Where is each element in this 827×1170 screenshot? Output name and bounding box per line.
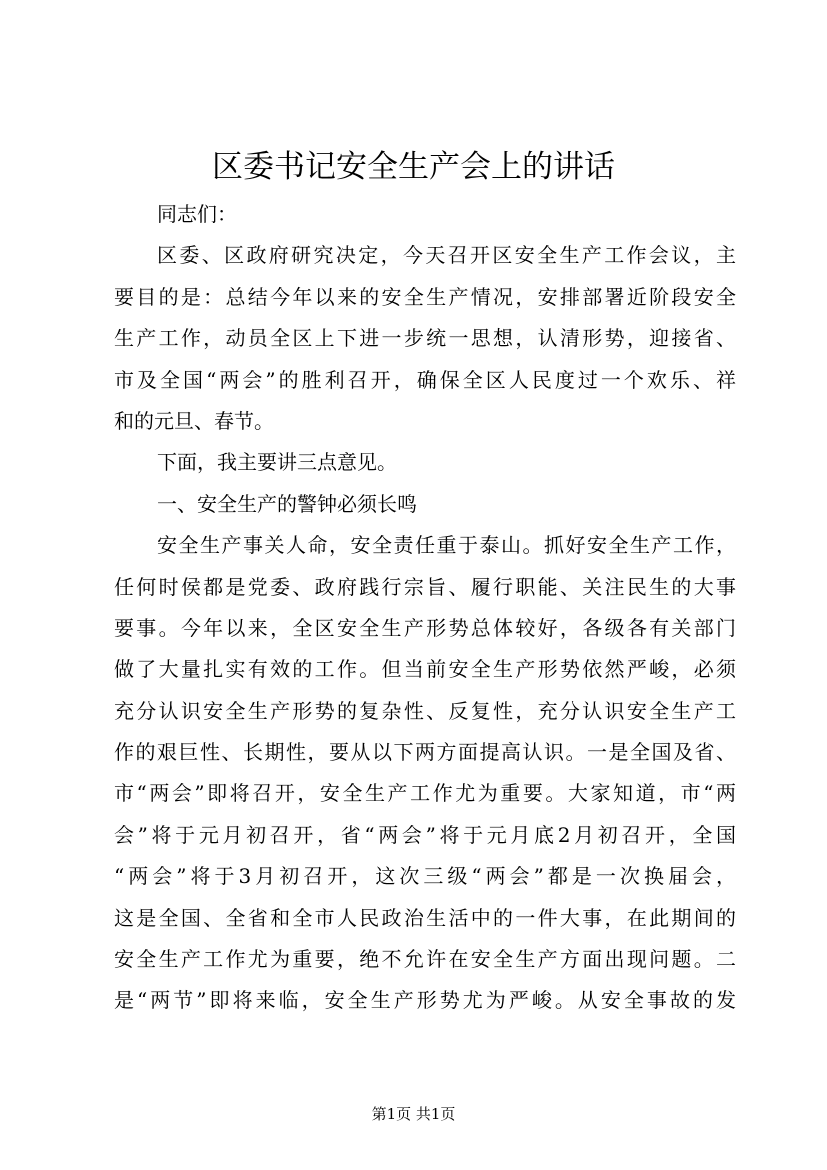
paragraph-line: 要事。今年以来，全区安全生产形势总体较好，各级各有关部门 bbox=[114, 615, 736, 640]
paragraph-line: 这是全国、全省和全市人民政治生活中的一件大事，在此期间的 bbox=[114, 905, 736, 930]
paragraph-line: 市“两会”即将召开，安全生产工作尤为重要。大家知道，市“两 bbox=[114, 781, 736, 806]
paragraph-line: 安全生产事关人命，安全责任重于泰山。抓好安全生产工作， bbox=[157, 533, 736, 558]
paragraph-line: 做了大量扎实有效的工作。但当前安全生产形势依然严峻，必须 bbox=[114, 657, 736, 682]
paragraph-line: 作的艰巨性、长期性，要从以下两方面提高认识。一是全国及省、 bbox=[114, 740, 736, 765]
page-footer: 第1页 共1页 bbox=[371, 1105, 456, 1123]
paragraph-line: “两会”将于3月初召开，这次三级“两会”都是一次换届会， bbox=[114, 864, 736, 889]
paragraph-line: 区委、区政府研究决定，今天召开区安全生产工作会议，主 bbox=[157, 243, 736, 268]
paragraph-line: 任何时侯都是党委、政府践行宗旨、履行职能、关注民生的大事 bbox=[114, 574, 736, 599]
paragraph-line: 下面，我主要讲三点意见。 bbox=[157, 450, 397, 475]
section-heading: 一、安全生产的警钟必须长鸣 bbox=[157, 491, 417, 516]
paragraph-line: 安全生产工作尤为重要，绝不允许在安全生产方面出现问题。二 bbox=[114, 947, 736, 972]
paragraph-line: 生产工作，动员全区上下进一步统一思想，认清形势，迎接省、 bbox=[114, 326, 736, 351]
document-body bbox=[114, 194, 736, 1022]
paragraph-line: 和的元旦、春节。 bbox=[114, 408, 274, 433]
paragraph-line: 是“两节”即将来临，安全生产形势尤为严峻。从安全事故的发 bbox=[114, 988, 736, 1013]
paragraph-line: 会”将于元月初召开，省“两会”将于元月底2月初召开，全国 bbox=[114, 822, 736, 847]
salutation: 同志们： bbox=[157, 202, 237, 226]
paragraph-line: 充分认识安全生产形势的复杂性、反复性，充分认识安全生产工 bbox=[114, 698, 736, 723]
paragraph-line: 要目的是：总结今年以来的安全生产情况，安排部署近阶段安全 bbox=[114, 284, 736, 309]
document-title: 区委书记安全生产会上的讲话 bbox=[212, 149, 615, 185]
paragraph-line: 市及全国“两会”的胜利召开，确保全区人民度过一个欢乐、祥 bbox=[114, 367, 736, 392]
